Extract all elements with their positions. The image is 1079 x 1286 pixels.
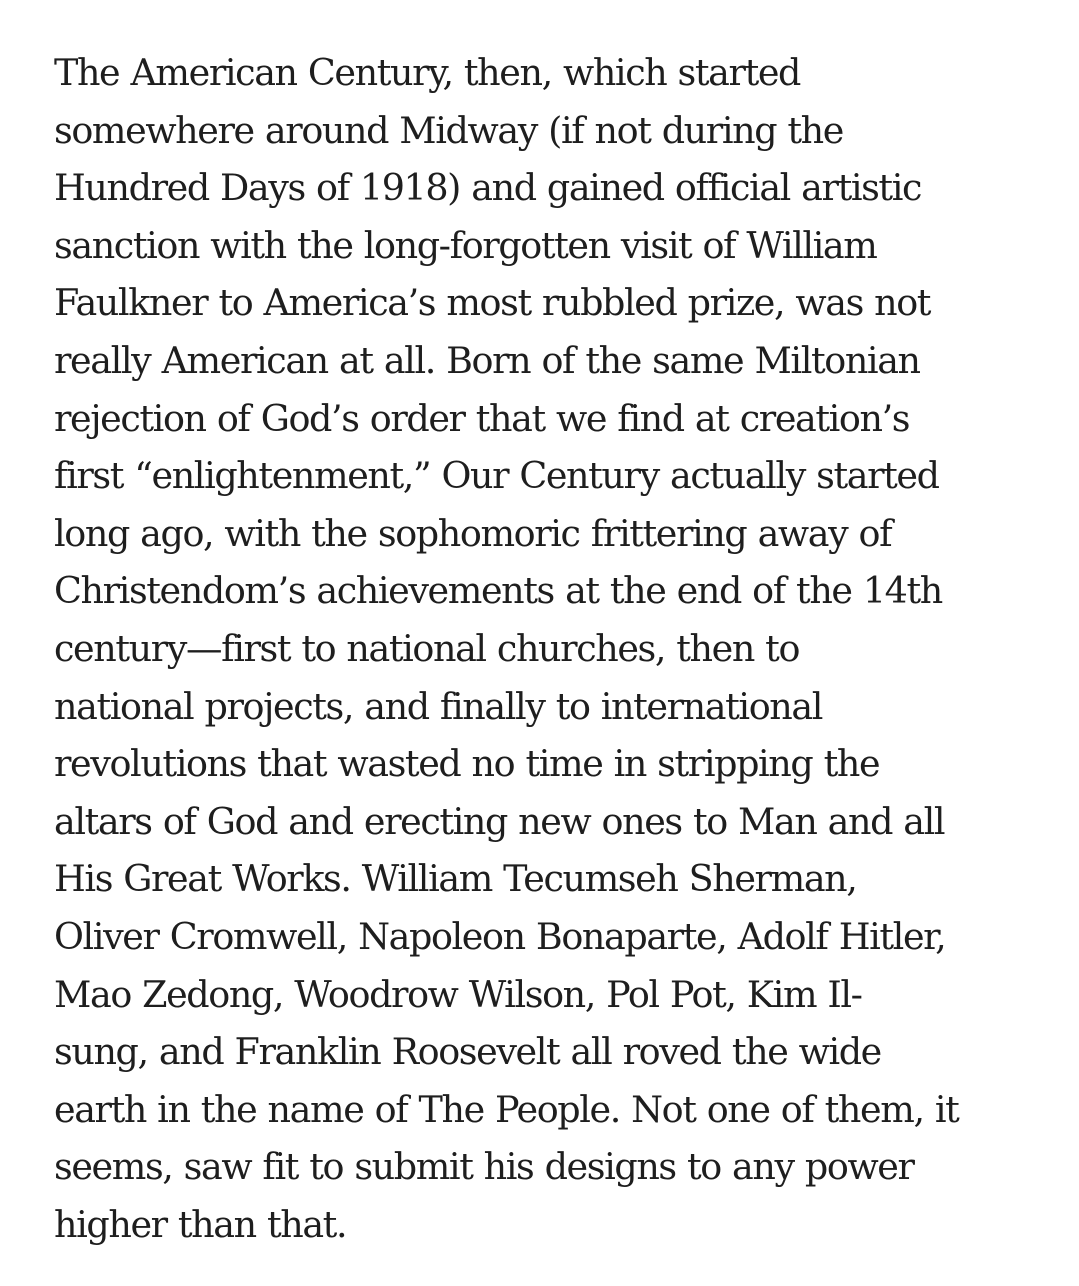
text-line: seems, saw fit to submit his designs to any power [54, 1145, 914, 1189]
text-line: century—first to national churches, then to [54, 626, 800, 670]
text-line: revolutions that wasted no time in stripping the [54, 742, 880, 786]
text-line: His Great Works. William Tecumseh Sherman, [54, 857, 857, 901]
text-line: Oliver Cromwell, Napoleon Bonaparte, Adolf Hitler, [54, 914, 946, 958]
text-line: Hundred Days of 1918) and gained official artistic [54, 166, 922, 210]
text-line: earth in the name of The People. Not one of them, it [54, 1087, 959, 1131]
text-line: rejection of God’s order that we find at creation’s [54, 396, 910, 440]
text-line: altars of God and erecting new ones to Man and all [54, 799, 945, 843]
text-line: Mao Zedong, Woodrow Wilson, Pol Pot, Kim Il- [54, 972, 862, 1016]
text-line: The American Century, then, which started [54, 51, 801, 94]
text-line: higher than that. [54, 1202, 347, 1246]
text-line: really American at all. Born of the same Miltonian [54, 338, 920, 382]
text-line: national projects, and finally to international [54, 684, 823, 728]
text-line: somewhere around Midway (if not during the [54, 108, 843, 152]
article-body [54, 44, 1054, 1253]
text-line: sanction with the long-forgotten visit of William [54, 223, 877, 267]
text-line: Faulkner to America’s most rubbled prize, was not [54, 281, 931, 325]
text-line: sung, and Franklin Roosevelt all roved the wide [54, 1030, 881, 1074]
text-line: long ago, with the sophomoric frittering away of [54, 511, 892, 555]
text-line: Christendom’s achievements at the end of the 14th [54, 569, 942, 613]
text-line: first “enlightenment,” Our Century actually started [54, 454, 939, 498]
